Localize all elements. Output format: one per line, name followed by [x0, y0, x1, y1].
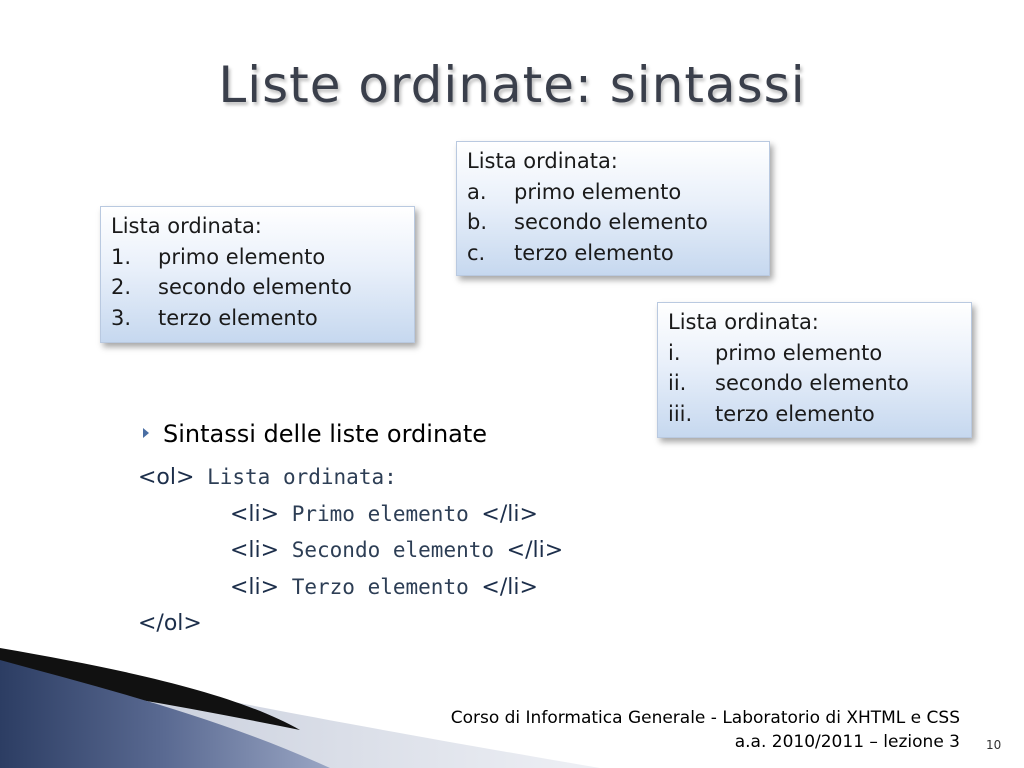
footer-lesson: a.a. 2010/2011 – lezione 3 [734, 732, 960, 752]
list-item: ii. secondo elemento [668, 371, 909, 395]
example-heading: Lista ordinata: [467, 149, 618, 173]
example-heading: Lista ordinata: [668, 310, 819, 334]
footer-course: Corso di Informatica Generale - Laboratorio di XHTML e CSS [450, 708, 960, 728]
list-item: c. terzo elemento [467, 240, 674, 265]
page-number: 10 [986, 738, 1002, 752]
example-heading: Lista ordinata: [111, 214, 262, 238]
example-box-alpha [456, 141, 770, 276]
code-line: <li> Primo elemento </li> [230, 501, 538, 527]
list-item: iii. terzo elemento [668, 401, 875, 426]
code-line: <ol> Lista ordinata: [138, 465, 397, 490]
list-item: 3. terzo elemento [111, 305, 318, 330]
example-box-roman [657, 302, 972, 438]
list-item: a. primo elemento [467, 179, 682, 204]
bullet-point [143, 420, 487, 448]
code-line: <li> Secondo elemento </li> [230, 538, 564, 563]
slide-title: Liste ordinate: sintassi [218, 56, 806, 114]
list-item: i. primo elemento [668, 340, 883, 365]
code-line: </ol> [138, 611, 202, 636]
slide-footer [451, 706, 960, 754]
code-sample [138, 459, 563, 642]
example-box-numeric [100, 206, 415, 343]
code-line: <li> Terzo elemento </li> [230, 574, 538, 600]
bullet-text: Sintassi delle liste ordinate [163, 420, 488, 448]
list-item: 2. secondo elemento [111, 275, 352, 299]
list-item: 1. primo elemento [111, 244, 326, 269]
list-item: b. secondo elemento [467, 210, 708, 234]
bullet-arrow-icon [143, 428, 149, 438]
